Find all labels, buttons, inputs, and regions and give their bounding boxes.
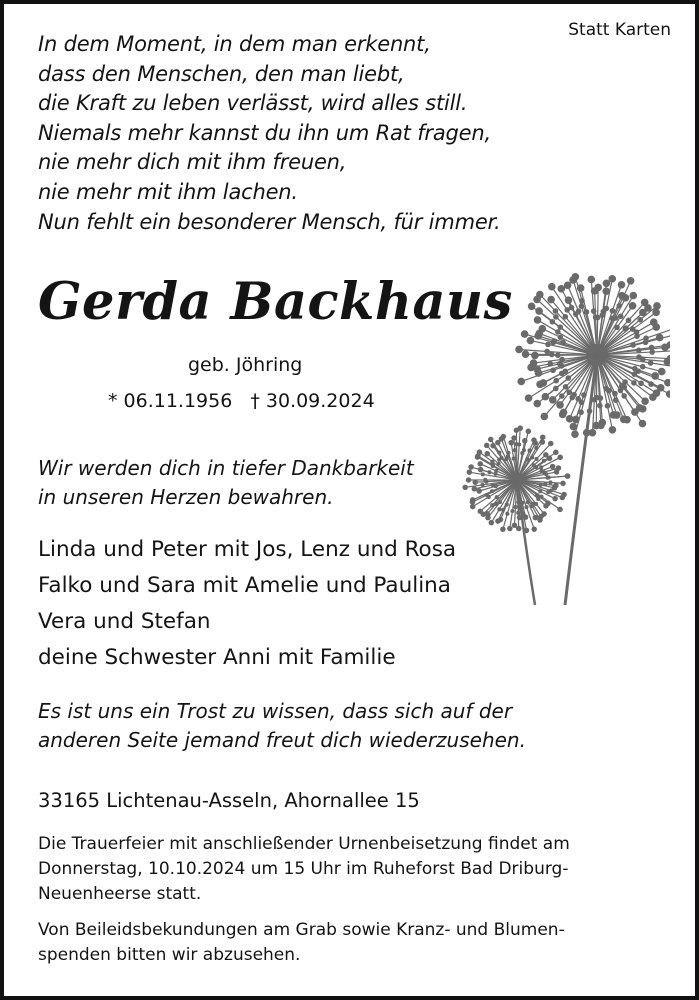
mourner: Vera und Stefan — [38, 609, 211, 634]
condolences-line: spenden bitten wir abzusehen. — [38, 945, 301, 965]
poem-line: nie mehr mit ihm lachen. — [38, 179, 298, 204]
address: 33165 Lichtenau-Asseln, Ahornallee 15 — [38, 789, 420, 812]
funeral-line: Neuenheerse statt. — [38, 884, 202, 904]
poem — [38, 30, 501, 237]
poem-line: Niemals mehr kannst du ihn um Rat fragen, — [38, 120, 491, 145]
poem-line: Nun fehlt ein besonderer Mensch, für immer. — [38, 209, 501, 234]
mourner: Falko und Sara mit Amelie und Paulina — [38, 573, 451, 598]
birth-date: * 06.11.1956 — [108, 390, 233, 412]
gratitude-line: in unseren Herzen bewahren. — [38, 485, 334, 509]
poem-line: nie mehr dich mit ihm freuen, — [38, 150, 347, 175]
poem-line: die Kraft zu leben verlässt, wird alles still. — [38, 91, 468, 116]
condolences-note — [38, 918, 668, 968]
funeral-info — [38, 832, 668, 907]
comfort-line: anderen Seite jemand freut dich wiederzusehen. — [38, 728, 526, 752]
poem-line: In dem Moment, in dem man erkennt, — [38, 32, 431, 56]
condolences-line: Von Beileidsbekundungen am Grab sowie Kranz- und Blumen- — [38, 920, 565, 940]
mourner: deine Schwester Anni mit Familie — [38, 645, 396, 670]
comfort-text — [38, 697, 526, 755]
comfort-line: Es ist uns ein Trost zu wissen, dass sich auf der — [38, 699, 513, 723]
deceased-name: Gerda Backhaus — [38, 272, 513, 332]
statt-karten-note: Statt Karten — [568, 20, 671, 40]
gratitude-line: Wir werden dich in tiefer Dankbarkeit — [38, 456, 414, 480]
poem-line: dass den Menschen, den man liebt, — [38, 61, 405, 86]
death-date: † 30.09.2024 — [250, 390, 375, 412]
maiden-name: geb. Jöhring — [188, 354, 303, 376]
life-dates — [108, 390, 393, 412]
mourners-list — [38, 532, 456, 676]
funeral-line: Die Trauerfeier mit anschließender Urnenbeisetzung findet am — [38, 834, 570, 854]
mourner: Linda und Peter mit Jos, Lenz und Rosa — [38, 537, 457, 562]
gratitude-text — [38, 454, 414, 512]
funeral-line: Donnerstag, 10.10.2024 um 15 Uhr im Ruheforst Bad Driburg- — [38, 859, 569, 879]
